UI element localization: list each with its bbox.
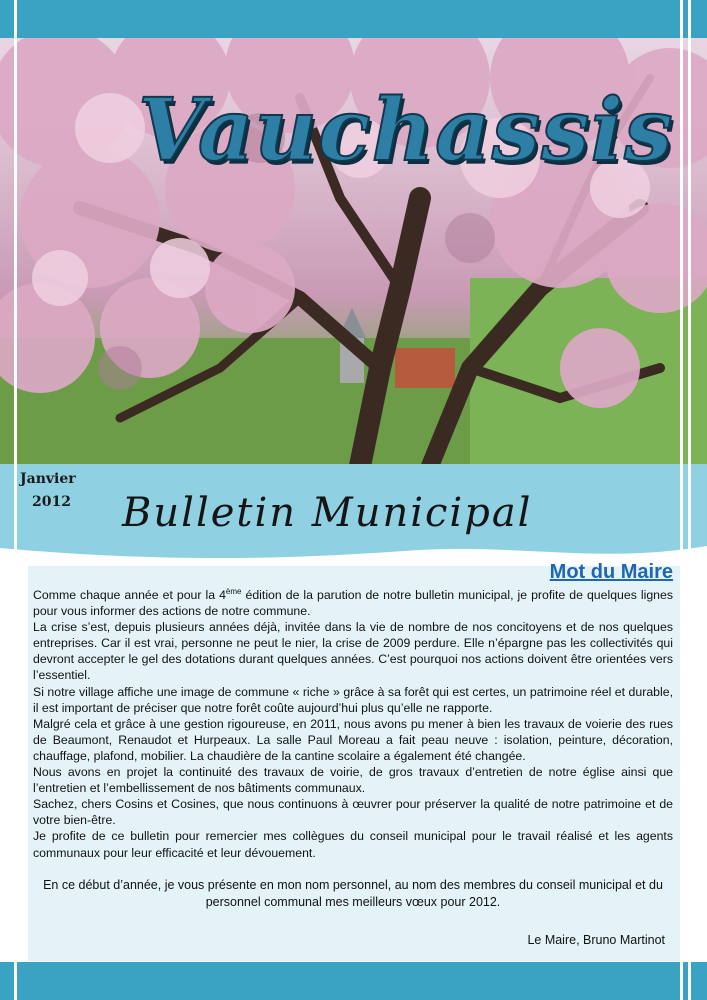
letter-paragraph: Sachez, chers Cosins et Cosines, que nous continuons à œuvrer pour préserver la qualité de notre patrimoine et de votre bien-être.: [33, 797, 673, 828]
letter-paragraph: La crise s’est, depuis plusieurs années déjà, invitée dans la vie de nombre de nos concitoyens et de nos quelques entreprises. Car il est vrai, personne ne peut le nier, la crise de 2009 perdure. Elle n’épargne pas les collectivités qui devront accepter le gel des dotations durant quelques années. C’est pourquoi nos actions doivent être orientées vers l’essentiel.: [33, 620, 673, 683]
top-color-band: [0, 0, 707, 38]
section-heading: Mot du Maire: [549, 561, 673, 583]
frame-line-right-inner: [680, 0, 683, 1000]
letter-paragraph: Comme chaque année et pour la 4ème édition de la parution de notre bulletin municipal, je profite de quelques lignes pour vous informer des actions de notre commune.: [33, 586, 674, 619]
letter-paragraph: Je profite de ce bulletin pour remercier mes collègues du conseil municipal pour le travail réalisé et les agents communaux pour leur efficacité et leur dévouement.: [33, 829, 673, 860]
issue-year: 2012: [32, 494, 71, 510]
mayor-letter: [33, 587, 673, 861]
closing-wishes: En ce début d’année, je vous présente en mon nom personnel, au nom des membres du conseil municipal et du personnel communal mes meilleurs vœux pour 2012.: [43, 878, 663, 909]
letter-paragraph: Nous avons en projet la continuité des travaux de voirie, de gros travaux d’entretien de notre église ainsi que l’entretien et l’embellissement de nos bâtiments communaux.: [33, 765, 673, 796]
letter-paragraph: Si notre village affiche une image de commune « riche » grâce à sa forêt qui est certes, un patrimoine réel et durable, il est important de préciser que notre forêt coûte aujourd’hui plus qu’elle ne rapporte.: [33, 684, 673, 715]
frame-line-right-outer: [688, 0, 691, 1000]
frame-line-left: [14, 0, 17, 1000]
letter-paragraph: Malgré cela et grâce à une gestion rigoureuse, en 2011, nous avons pu mener à bien les travaux de voierie des rues de Beaumont, Renaudot et Hurpeaux. La salle Paul Moreau a fait peau neuve : isolation, peinture, décoration, chauffage, plafond, mobilier. La chaudière de la cantine scolaire a également été changée.: [33, 716, 673, 763]
bulletin-title: Bulletin Municipal: [122, 490, 533, 536]
issue-month: Janvier: [20, 471, 76, 487]
masthead-title: Vauchassis: [138, 80, 674, 181]
bottom-color-band: [0, 962, 707, 1000]
signature: Le Maire, Bruno Martinot: [527, 933, 665, 947]
